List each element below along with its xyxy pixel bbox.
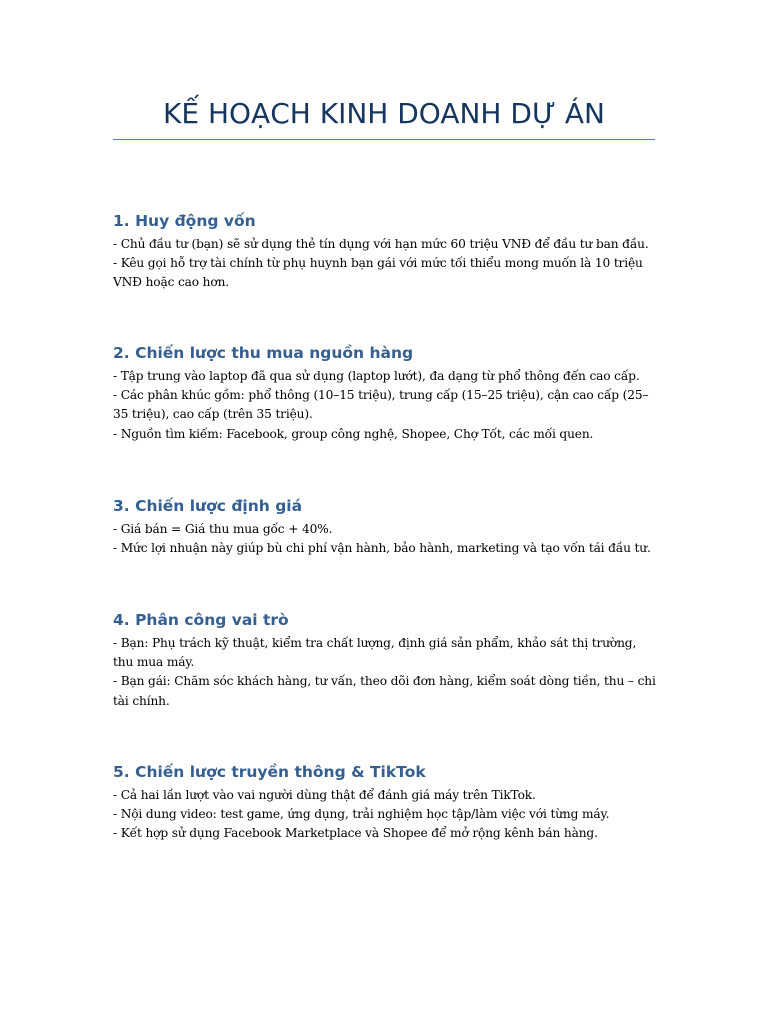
section-heading: 1. Huy động vốn bbox=[113, 212, 256, 230]
section-heading: 2. Chiến lược thu mua nguồn hàng bbox=[113, 344, 414, 362]
section-sourcing bbox=[113, 341, 658, 444]
section-line: - Giá bán = Giá thu mua gốc + 40%. bbox=[113, 522, 333, 536]
section-line: - Tập trung vào laptop đã qua sử dụng (laptop lướt), đa dạng từ phổ thông đến cao cấp. bbox=[113, 369, 640, 383]
section-line: - Bạn: Phụ trách kỹ thuật, kiểm tra chất lượng, định giá sản phẩm, khảo sát thị trường, thu mua máy. bbox=[113, 636, 637, 670]
section-capital bbox=[113, 209, 658, 293]
section-line: - Các phân khúc gồm: phổ thông (10–15 triệu), trung cấp (15–25 triệu), cận cao cấp (25–35 triệu), cao cấp (trên 35 triệu). bbox=[113, 388, 649, 422]
section-line: - Kết hợp sử dụng Facebook Marketplace và Shopee để mở rộng kênh bán hàng. bbox=[113, 826, 598, 841]
section-line: - Bạn gái: Chăm sóc khách hàng, tư vấn, theo dõi đơn hàng, kiểm soát dòng tiền, thu – chi tài chính. bbox=[113, 674, 656, 708]
section-heading: 5. Chiến lược truyền thông & TikTok bbox=[113, 763, 426, 781]
section-line: - Nội dung video: test game, ứng dụng, trải nghiệm học tập/làm việc với từng máy. bbox=[113, 807, 610, 822]
title-divider bbox=[113, 139, 655, 140]
section-line: - Kêu gọi hỗ trợ tài chính từ phụ huynh bạn gái với mức tối thiểu mong muốn là 10 triệu VNĐ hoặc cao hơn. bbox=[113, 256, 643, 290]
section-line: - Cả hai lần lượt vào vai người dùng thật để đánh giá máy trên TikTok. bbox=[113, 788, 536, 802]
section-media bbox=[113, 760, 658, 844]
section-heading: 3. Chiến lược định giá bbox=[113, 497, 303, 515]
section-roles bbox=[113, 608, 658, 711]
section-line: - Mức lợi nhuận này giúp bù chi phí vận hành, bảo hành, marketing và tạo vốn tái đầu tư. bbox=[113, 541, 651, 556]
page-title: KẾ HOẠCH KINH DOANH DỰ ÁN bbox=[163, 97, 605, 130]
section-line: - Nguồn tìm kiếm: Facebook, group công nghệ, Shopee, Chợ Tốt, các mối quen. bbox=[113, 426, 594, 441]
section-pricing bbox=[113, 494, 658, 558]
section-heading: 4. Phân công vai trò bbox=[113, 611, 289, 629]
section-line: - Chủ đầu tư (bạn) sẽ sử dụng thẻ tín dụng với hạn mức 60 triệu VNĐ để đầu tư ban đầu. bbox=[113, 237, 649, 251]
